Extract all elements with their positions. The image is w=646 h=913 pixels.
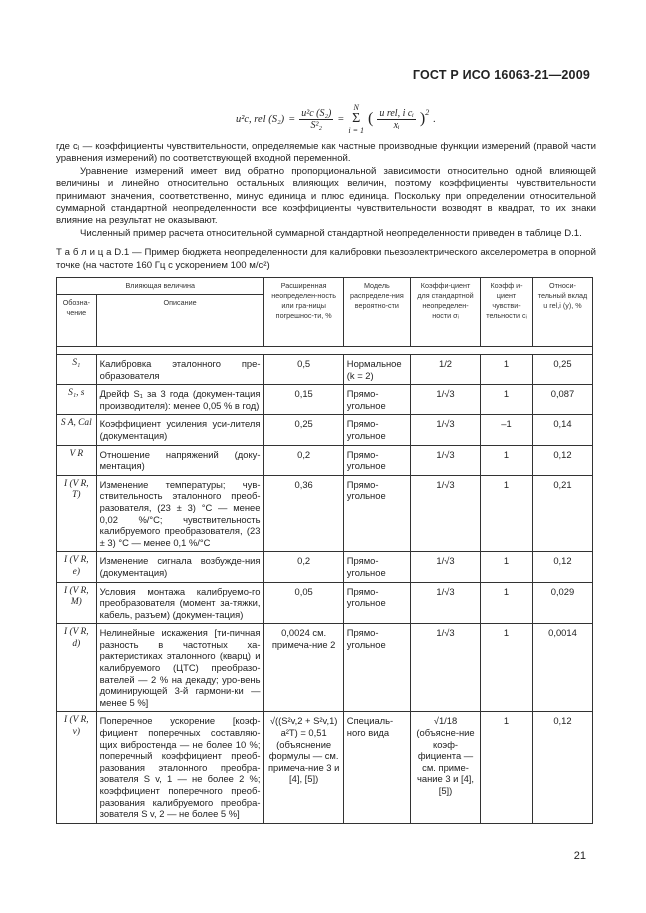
sum-operator <box>348 103 364 135</box>
header-contrib: Относи-тельный вклад u rel,i (y), % <box>532 278 592 347</box>
row-contribution: 0,25 <box>532 355 592 385</box>
row-model: Специаль-ного вида <box>343 712 410 823</box>
row-model: Прямо-угольное <box>343 445 410 475</box>
formula-end: . <box>433 113 436 125</box>
table-row <box>57 582 593 624</box>
formula-eq: = <box>288 113 296 125</box>
row-contribution: 0,029 <box>532 582 592 624</box>
row-description: Дрейф S₁ за 3 года (докумен-тация производителя): менее 0,05 % в год) <box>96 385 264 415</box>
row-expanded: 0,2 <box>264 445 343 475</box>
row-sigma: 1/√3 <box>410 624 480 712</box>
row-sensitivity: –1 <box>481 415 533 445</box>
table-caption: Т а б л и ц а D.1 — Пример бюджета неопределенности для калибровки пьезоэлектрического акселерометра в опорной точке (на частоте 160 Гц с ускорением 100 м/с²) <box>56 247 596 271</box>
row-sensitivity: 1 <box>481 552 533 582</box>
row-description: Отношение напряжений (доку-ментация) <box>96 445 264 475</box>
fraction-numerator: u²c (S₂) <box>301 107 332 119</box>
row-symbol: S₁ <box>57 355 97 385</box>
row-description: Поперечное ускорение [коэф-фициент поперечных составляю-щих вибростенда — не более 10 %; поперечный коэффициент преоб-разования эталонного преобра-зователя S v, 1 — не более 2 %; коэффициент поперечного преоб-разования калибруемого преобра-зователя S v, 2 — не более 5 %] <box>96 712 264 823</box>
row-symbol: I (V R, T) <box>57 475 97 552</box>
row-contribution: 0,21 <box>532 475 592 552</box>
formula <box>236 103 436 135</box>
row-expanded: 0,05 <box>264 582 343 624</box>
uncertainty-table <box>56 277 593 824</box>
row-model: Прямо-угольное <box>343 552 410 582</box>
expanded-note: (объяснение формулы — см. примеча-ние 3 и [4], [5]) <box>267 738 340 785</box>
row-description: Нелинейные искажения [ти-пичная разность в частотных ха-рактеристиках эталонного (кварц) и калибруемого (ЦТС) преобразо-вателей — 2 % на декаду; уро-вень доминирующей 3-й гармони-ки — менее 5 %] <box>96 624 264 712</box>
row-symbol: S A, Cal <box>57 415 97 445</box>
row-model: Прямо-угольное <box>343 385 410 415</box>
row-sigma: 1/√3 <box>410 582 480 624</box>
row-sensitivity: 1 <box>481 624 533 712</box>
row-expanded: 0,2 <box>264 552 343 582</box>
table-row <box>57 475 593 552</box>
table-row <box>57 385 593 415</box>
header-model: Модель распределе-ния вероятно-сти <box>343 278 410 347</box>
row-symbol: I (V R, v) <box>57 712 97 823</box>
row-symbol: I (V R, d) <box>57 624 97 712</box>
header-coef-sens: Коэфф и-циент чувстви-тельности cᵢ <box>481 278 533 347</box>
row-sigma: 1/√3 <box>410 475 480 552</box>
formula-eq2: = <box>337 113 345 125</box>
row-expanded: 0,36 <box>264 475 343 552</box>
row-expanded <box>264 712 343 823</box>
paragraph-equation: Уравнение измерений имеет вид обратно пропорциональной зависимости относительно одной влияющей величины и линейно относительно остальных влияющих величин, поэтому коэффициенты чувствительности принимают значения, соответственно, минус единица и плюс единица. Поскольку при определении относительной суммарной стандартной неопределенности все коэффициенты чувствительности возводят в квадрат, то их знаки влияние на результат не оказывают. <box>56 165 596 227</box>
row-sensitivity: 1 <box>481 712 533 823</box>
term-numerator: u rel, i cᵢ <box>379 107 414 119</box>
sigma-symbol: Σ <box>352 111 361 126</box>
row-contribution: 0,12 <box>532 552 592 582</box>
row-sigma: 1/√3 <box>410 445 480 475</box>
row-symbol: V R <box>57 445 97 475</box>
row-sigma: 1/√3 <box>410 385 480 415</box>
row-sensitivity: 1 <box>481 475 533 552</box>
row-contribution: 0,14 <box>532 415 592 445</box>
spacer-row <box>57 347 593 355</box>
page-number: 21 <box>573 850 586 862</box>
right-paren: ) <box>419 110 426 127</box>
row-sigma: 1/√3 <box>410 552 480 582</box>
fraction-denominator: S²₂ <box>310 119 322 131</box>
header-coef-std: Коэффи-циент для стандартной неопределен-ности σᵢ <box>410 278 480 347</box>
row-model: Прямо-угольное <box>343 475 410 552</box>
sigma-formula: √1/18 <box>433 715 458 727</box>
row-model: Прямо-угольное <box>343 624 410 712</box>
paragraph-example: Численный пример расчета относительной суммарной стандартной неопределенности приведен в таблице D.1. <box>80 227 582 239</box>
row-contribution: 0,12 <box>532 712 592 823</box>
row-contribution: 0,12 <box>532 445 592 475</box>
row-contribution: 0,087 <box>532 385 592 415</box>
table-row <box>57 355 593 385</box>
header-description: Описание <box>96 295 264 347</box>
row-description: Калибровка эталонного пре-образователя <box>96 355 264 385</box>
body-text <box>56 141 596 272</box>
left-paren: ( <box>368 110 374 127</box>
term-denominator: xᵢ <box>393 119 400 131</box>
sum-top: N <box>353 103 359 112</box>
row-sensitivity: 1 <box>481 355 533 385</box>
row-sigma <box>410 712 480 823</box>
row-expanded: 0,25 <box>264 415 343 445</box>
row-expanded: 0,0024 см. примеча-ние 2 <box>264 624 343 712</box>
term-fraction <box>377 108 416 131</box>
row-model: Прямо-угольное <box>343 415 410 445</box>
row-description: Изменение температуры; чув-ствительность эталонного преоб-разователя, (23 ± 3) °C — менее 0,02 %/°C; чувствительность калибруемого преобразователя, (23 ± 3) °C — менее 0,1 %/°C <box>96 475 264 552</box>
row-model: Нормальное (k = 2) <box>343 355 410 385</box>
formula-lhs: u²c, rel (S₂) <box>236 113 285 125</box>
row-sensitivity: 1 <box>481 582 533 624</box>
row-model: Прямо-угольное <box>343 582 410 624</box>
row-sensitivity: 1 <box>481 445 533 475</box>
table-row <box>57 445 593 475</box>
sum-bottom: i = 1 <box>348 126 364 135</box>
row-sigma: 1/2 <box>410 355 480 385</box>
row-symbol: I (V R, M) <box>57 582 97 624</box>
table-row <box>57 415 593 445</box>
row-description: Изменение сигнала возбужде-ния (документация) <box>96 552 264 582</box>
sigma-note: (объясне-ние коэф-фициента — см. приме-чание 3 и [4], [5]) <box>416 727 475 796</box>
row-symbol: S₁, s <box>57 385 97 415</box>
header-expanded: Расширенная неопределен-ность или гра-ницы погрешнос-ти, % <box>264 278 343 347</box>
table-row <box>57 712 593 823</box>
header-designation: Обозна-чение <box>57 295 97 347</box>
power: 2 <box>425 107 430 117</box>
row-symbol: I (V R, e) <box>57 552 97 582</box>
table-row <box>57 624 593 712</box>
row-sigma: 1/√3 <box>410 415 480 445</box>
row-sensitivity: 1 <box>481 385 533 415</box>
row-expanded: 0,15 <box>264 385 343 415</box>
formula-fraction <box>299 108 333 131</box>
paragraph-coefficients: где cⱼ — коэффициенты чувствительности, определяемые как частные производные функции измерений (правой части уравнения измерений) по соответствующей входной переменной. <box>56 141 596 165</box>
row-contribution: 0,0014 <box>532 624 592 712</box>
expanded-formula: √((S²v,2 + S²v,1) a²T) = 0,51 <box>269 715 338 739</box>
header-influence: Влияющая величина <box>57 278 264 295</box>
row-expanded: 0,5 <box>264 355 343 385</box>
table-row <box>57 552 593 582</box>
row-description: Коэффициент усиления уси-лителя (документация) <box>96 415 264 445</box>
standard-header: ГОСТ Р ИСО 16063-21—2009 <box>412 68 590 82</box>
row-description: Условия монтажа калибруемо-го преобразователя (момент за-тяжки, кабель, разъем) (докумен-тация) <box>96 582 264 624</box>
